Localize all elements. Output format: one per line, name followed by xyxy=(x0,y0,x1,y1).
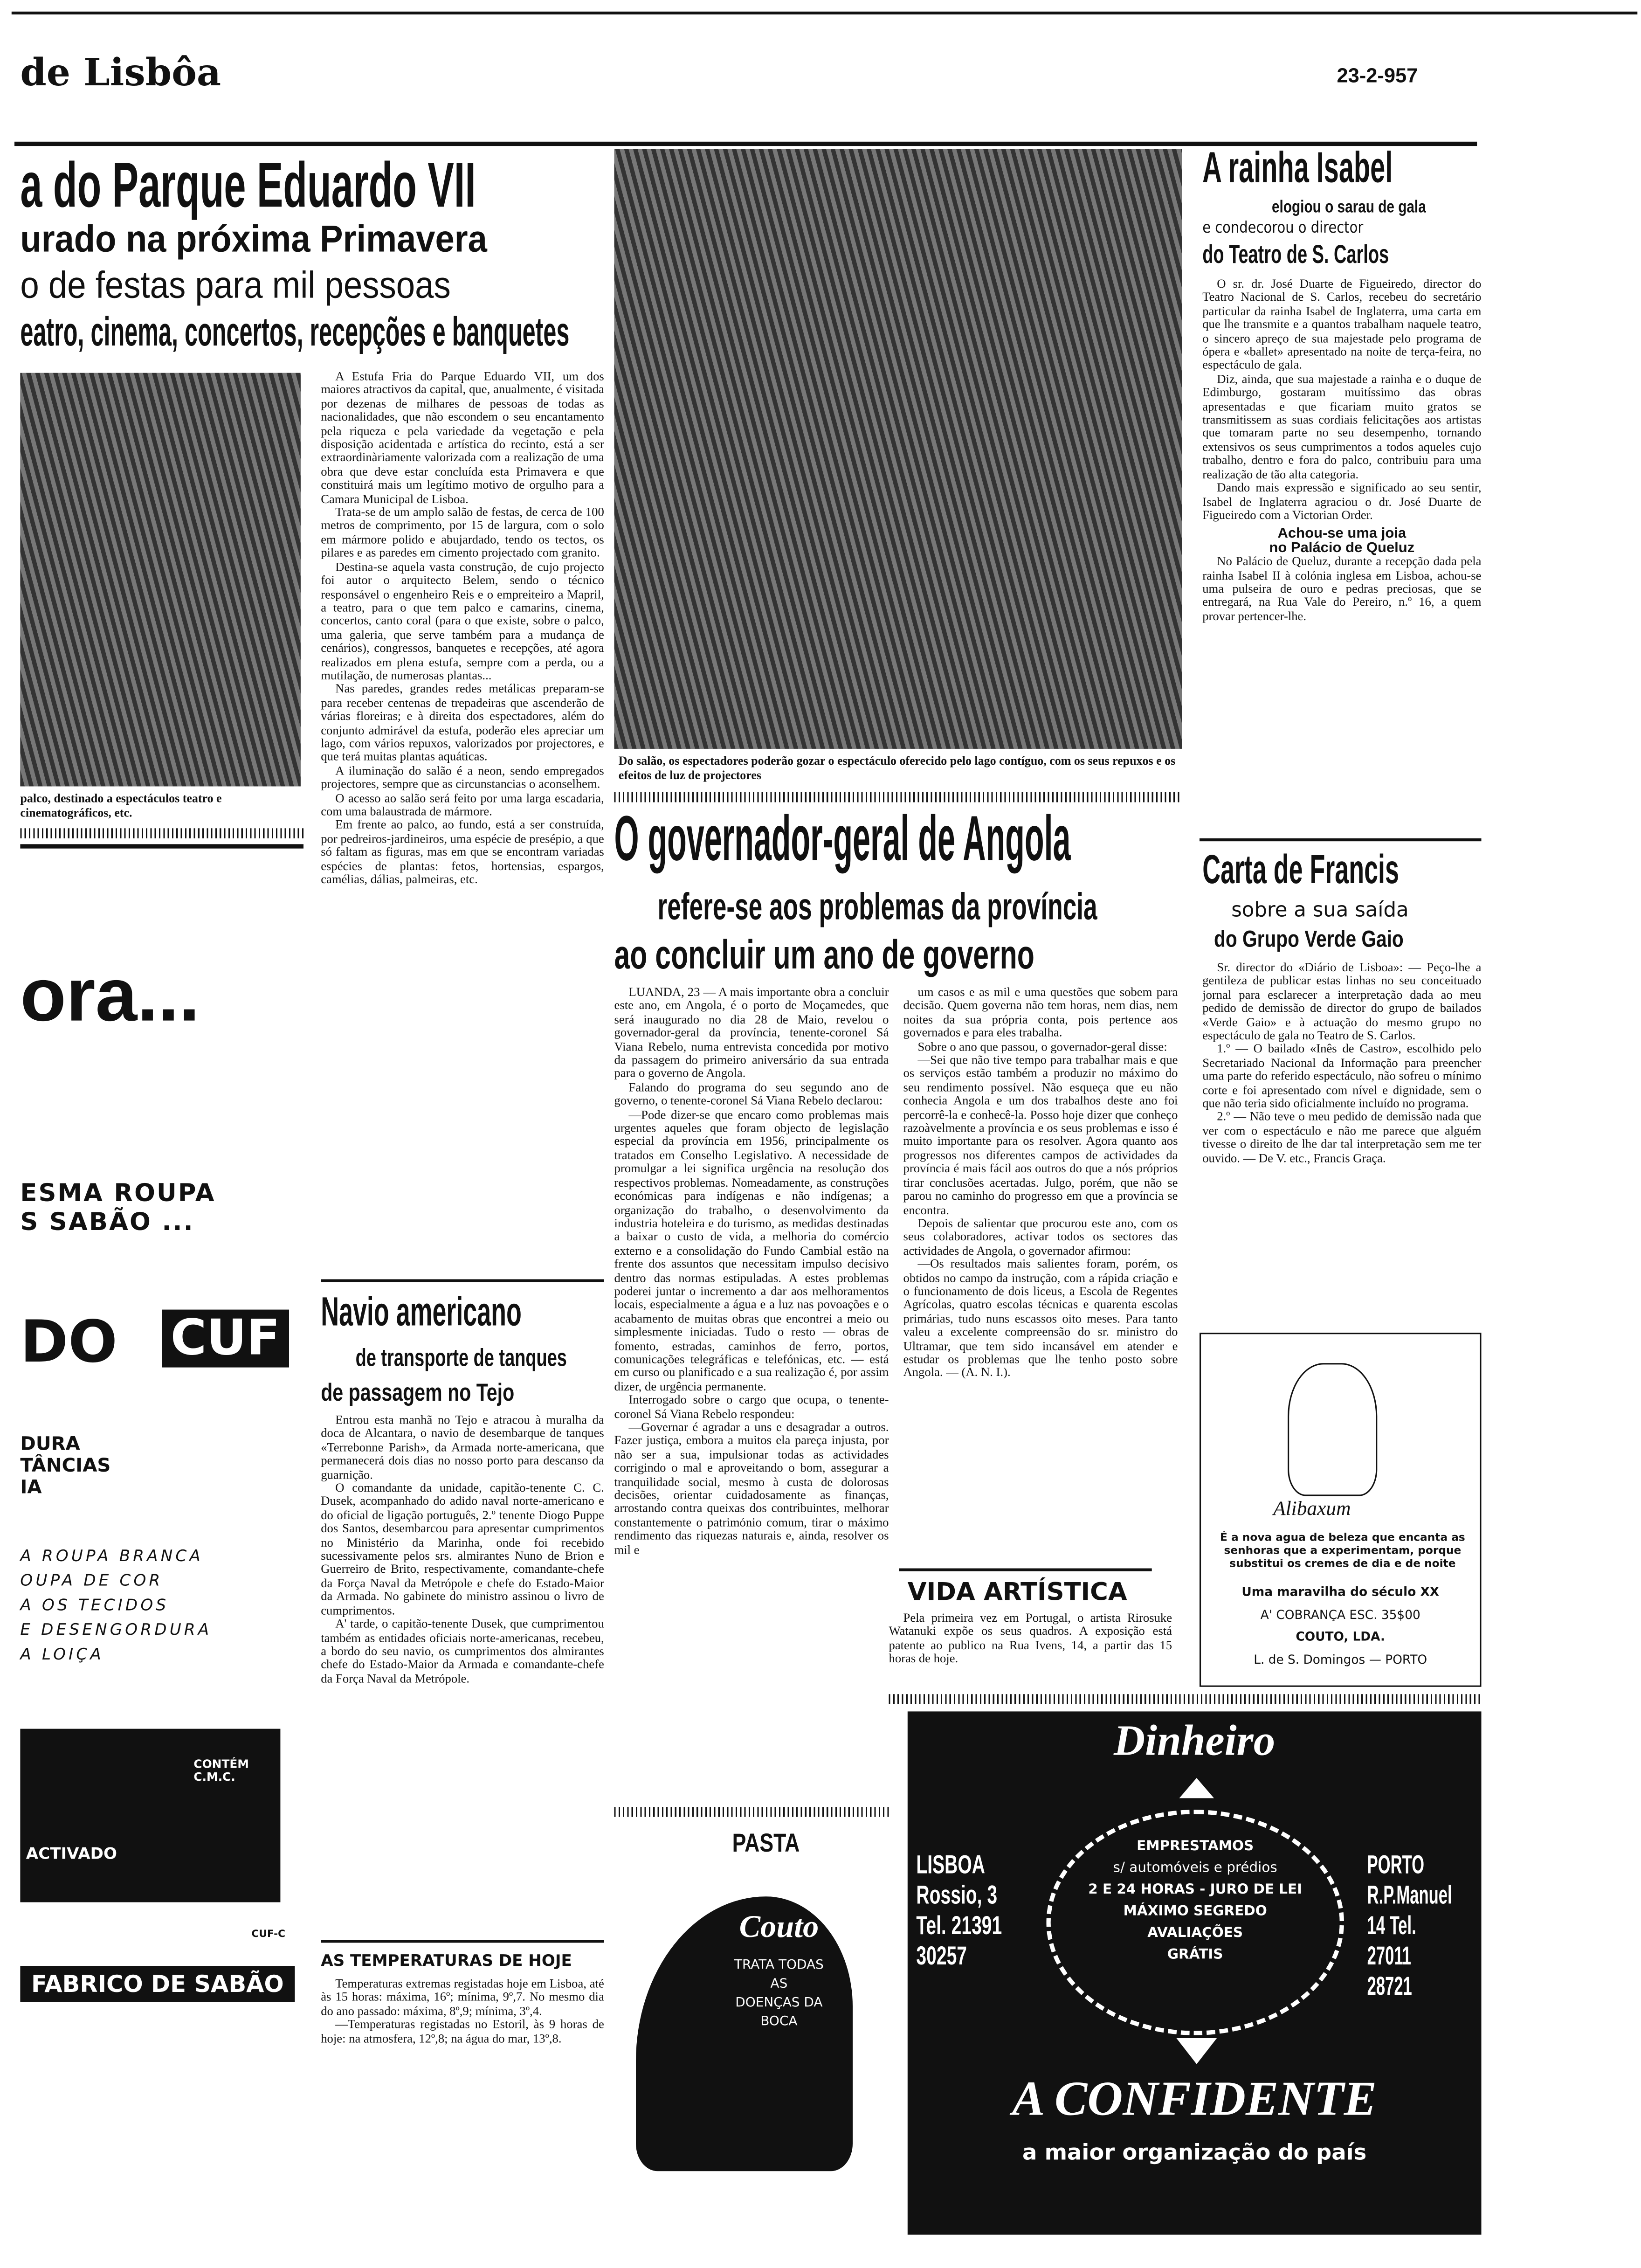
paragraph: um casos e as mil e uma questões que sobem para decisão. Quem governa não tem horas, nem dias, nem noites da sua própria conta, pois pertence aos governados e para eles trabalha. xyxy=(903,984,1178,1040)
pasta-ad-text: TRATA TODAS AS DOENÇAS DA BOCA xyxy=(734,1958,824,2030)
rainha-subhead: elogiou o sarau de gala xyxy=(1272,196,1426,217)
cuf-ad-text: S SABÃO ... xyxy=(20,1208,194,1238)
francis-headline: Carta de Francis xyxy=(1202,847,1399,892)
navio-subhead: de transporte de tanques xyxy=(355,1344,567,1372)
paragraph: LUANDA, 23 — A mais importante obra a concluir este ano, em Angola, é o porto de Moçamedes, que será inaugurado no dia 28 de Maio, revelou o governador-geral da província, tenente-coronel Sá Viana Rebelo, numa entrevista concedida por motivo da passagem do primeiro aniversário da sua entrada para o governo de Angola. xyxy=(614,984,889,1081)
parque-headline-4: eatro, cinema, concertos, recepções e banquetes xyxy=(20,309,570,354)
temperaturas-body xyxy=(321,1978,604,2046)
divider xyxy=(1200,838,1482,841)
confidente-tagline: a maior organização do país xyxy=(1022,2139,1367,2165)
divider xyxy=(321,1940,604,1943)
paragraph: 2.º — Não teve o meu pedido de demissão nada que ver com o espectáculo e não me parece que alguém tivesse o direito de lhe dar tal interpretação sem me ter ouvido. — De V. etc., Francis Graça. xyxy=(1202,1109,1482,1165)
estufa-construction-photo xyxy=(614,149,1182,749)
pasta-ad-brand: Couto xyxy=(739,1908,819,1944)
angola-body-col1 xyxy=(614,986,889,1557)
cuf-soap-ad xyxy=(20,844,303,2029)
paragraph: O comandante da unidade, capitão-tenente C. C. Dusek, acompanhado do adido naval norte-americano e do oficial de ligação português, 2.º tenente Diogo Puppe dos Santos, desembarcou para apresentar cumprimentos no Ministério da Marinha, onde foi recebido sucessivamente pelos srs. almirantes Nuno de Brion e Guerreiro de Brito, respectivamente, comandante-chefe da Força Naval da Metrópole e chefe do Estado-Maior da Armada. No gabinete do ministro assinou o livro de cumprimentos. xyxy=(321,1480,604,1617)
cuf-ad-text: DO xyxy=(20,1309,117,1376)
paragraph: Em frente ao palco, ao fundo, está a ser construída, por pedreiros-jardineiros, uma espécie de presépio, a que só faltam as figuras, mas em que se encontram variadas espécies de plantas: fetos, hortensias, espargos, camélias, dálias, palmeiras, etc. xyxy=(321,817,604,886)
divider xyxy=(899,1569,1152,1571)
paragraph: A' tarde, o capitão-tenente Dusek, que cumprimentou também as entidades oficiais norte-americanas, recebeu, a bordo do seu navio, os cumprimentos dos almirantes chefe do Estado-Maior da Armada e comandante-chefe da Força Naval da Metrópole. xyxy=(321,1616,604,1685)
rainha-body xyxy=(1202,277,1481,623)
cuf-ad-text: ESMA ROUPA xyxy=(20,1179,216,1209)
rainha-subhead: e condecorou o director xyxy=(1202,218,1364,237)
paragraph: Falando do programa do seu segundo ano de governo, o tenente-coronel Sá Viana Rebelo declarou: xyxy=(614,1079,889,1108)
paragraph: A iluminação do salão é a neon, sendo empregados projectores, sempre que as circunstancias o aconselhem. xyxy=(321,763,604,791)
dinheiro-porto-address: PORTO R.P.Manuel 14 Tel. 27011 28721 xyxy=(1367,1850,1452,2001)
alibaxum-brand: Alibaxum xyxy=(1273,1499,1351,1521)
cuf-ad-text: DURA TÂNCIAS IA xyxy=(20,1434,111,1499)
navio-subhead: de passagem no Tejo xyxy=(321,1379,515,1407)
cuf-soap-package: ACTIVADO CONTÉM C.M.C. xyxy=(20,1729,280,1902)
paragraph: Nas paredes, grandes redes metálicas preparam-se para receber centenas de trepadeiras que ascenderão de várias floreiras; e à direita dos espectadores, além do conjunto admirável da estufa, poderão eles apreciar um lago, com vários repuxos, valorizados por projectores, e que terá muitas plantas aquáticas. xyxy=(321,681,604,764)
divider xyxy=(20,828,303,838)
parque-headline-2: urado na próxima Primavera xyxy=(20,217,487,260)
masthead-date: 23-2-957 xyxy=(1337,63,1418,87)
parque-article-body xyxy=(321,370,604,887)
pasta-ad-title: PASTA MEDICINAL xyxy=(708,1828,824,1884)
paragraph: Interrogado sobre o cargo que ocupa, o tenente-coronel Sá Viana Rebelo respondeu: xyxy=(614,1392,889,1421)
vida-artistica-title: VIDA ARTÍSTICA xyxy=(907,1578,1127,1608)
rainha-subhead: do Teatro de S. Carlos xyxy=(1202,240,1389,269)
navio-headline: Navio americano xyxy=(321,1289,522,1335)
divider xyxy=(321,1279,604,1282)
parque-stage-photo xyxy=(20,373,300,787)
paragraph: —Sei que não tive tempo para trabalhar mais e que os serviços estão também a produzir no máximo do seu rendimento possível. Não esqueça que eu não conhecia Angola e um dos trabalhos deste ano foi percorrê-la e conhecê-la. Posso hoje dizer que conheço razoàvelmente a província e os seus problemas e isso é muito importante para os resolver. Agora quanto aos progressos nos diferentes campos de actividades da província é mais fácil aos outros do que a nós próprios tirar conclusões acertadas. Julgo, porém, que não se parou no caminho do progresso em que a província se encontra. xyxy=(903,1052,1178,1217)
paragraph: Sobre o ano que passou, o governador-geral disse: xyxy=(917,1038,1167,1053)
paragraph: A Estufa Fria do Parque Eduardo VII, um dos maiores atractivos da capital, que, anualmente, é visitada por dezenas de milhares de pessoas de todas as nacionalidades, que não escondem o seu encantamento pela riqueza e pela variedade da vegetação e pela disposição acidentada e artística do recinto, está a ser extraordinàriamente valorizada com a realização de uma obra que deve estar concluída esta Primavera e que constituirá mais um legítimo motivo de orgulho para a Camara Municipal de Lisboa. xyxy=(321,368,604,505)
cuf-ad-uses: A ROUPA BRANCA OUPA DE COR A OS TECIDOS E DESENGORDURA A LOIÇA xyxy=(20,1547,212,1664)
pasta-medicinal-ad xyxy=(636,1824,882,2171)
confidente-brand: A CONFIDENTE xyxy=(1012,2073,1377,2127)
paragraph: Trata-se de um amplo salão de festas, de cerca de 100 metros de comprimento, por 15 de largura, com o solo em mármore polido e abujardado, tendo os tectos, os pilares e as paredes em cimento projectado com granito. xyxy=(321,505,604,560)
masthead-name: de Lisbôa xyxy=(20,52,221,96)
temperaturas-title: AS TEMPERATURAS DE HOJE xyxy=(321,1951,572,1971)
paragraph: —Pode dizer-se que encaro como problemas mais urgentes aqueles que foram objecto de legislação especial da província em 1956, principalmente os tratados em Conselho Legislativo. A necessidade de promulgar a lei significa urgência na resolução dos respectivos problemas. Nomeadamente, as construções económicas para indígenas e não indígenas; a organização do trabalho, o desenvolvimento da industria hoteleira e do turismo, as medidas destinadas a baixar o custo de vida, a melhoria do comércio externo e a consolidação do Fundo Cambial estão na frente dos assuntos que necessitam impulso decisivo dentro das normas estipuladas. A estes problemas poderei juntar o incremento a dar aos melhoramentos locais, especialmente a água e a luz nas povoações e o acabamento de muitas obras que encontrei a meio ou simplesmente iniciadas. Tudo o resto — obras de fomento, estradas, caminhos de ferro, portos, comunicações telegráficas e telefónicas, etc. — está em curso ou planificado e a sua realização é, por assim dizer, de urgência permanente. xyxy=(614,1106,889,1393)
rainha-subhead-joia: Achou-se uma joia xyxy=(1277,526,1407,543)
paragraph: O acesso ao salão será feito por uma larga escadaria, com uma balaustrada de mármore. xyxy=(321,790,604,818)
paragraph: Entrou esta manhã no Tejo e atracou à muralha da doca de Alcantara, o navio de desembarque de tanques «Terrebonne Parish», da Armada norte-americana, que permanecerá dois dias no nosso porto para descanso da guarnição. xyxy=(321,1412,604,1481)
estufa-photo-caption: Do salão, os espectadores poderão gozar o espectáculo oferecido pelo lago contíguo, com os seus repuxos e os efeitos de luz de projectores xyxy=(618,754,1176,782)
rainha-subhead-queluz: no Palácio de Queluz xyxy=(1269,540,1415,556)
vida-artistica-text: Pela primeira vez em Portugal, o artista Rirosuke Watanuki expõe os seus quadros. A exposição está patente ao publico na Rua Ivens, 14, a partir das 15 horas de hoje. xyxy=(889,1610,1172,1666)
arrow-up-icon xyxy=(1179,1778,1214,1798)
dinheiro-center-text: EMPRESTAMOS s/ automóveis e prédios 2 E 24 HORAS - JURO DE LEI MÁXIMO SEGREDO AVALIAÇÕES GRÁTIS xyxy=(1088,1839,1303,1963)
divider xyxy=(614,1807,889,1817)
francis-body xyxy=(1202,961,1481,1165)
cuf-ad-footer: FABRICO DE SABÃO xyxy=(20,1966,295,2002)
angola-subhead: refere-se aos problemas da província xyxy=(657,885,1097,928)
arrow-down-icon xyxy=(1176,2038,1217,2064)
francis-subhead: do Grupo Verde Gaio xyxy=(1214,928,1404,953)
woman-illustration-icon xyxy=(1288,1363,1377,1496)
alibaxum-text: É a nova agua de beleza que encanta as senhoras que a experimentam, porque substitui os cremes de dia e de noite xyxy=(1220,1530,1465,1570)
alibaxum-details: Uma maravilha do século XX A' COBRANÇA ESC. 35$00 COUTO, LDA. L. de S. Domingos — PORTO xyxy=(1241,1585,1440,1667)
rainha-headline: A rainha Isabel xyxy=(1202,145,1393,193)
paragraph: Depois de salientar que procurou este ano, com os seus colaboradores, activar todos os sectores das actividades de Angola, o governador afirmou: xyxy=(903,1215,1178,1258)
angola-body-col2 xyxy=(903,986,1178,1380)
paragraph: Destina-se aquela vasta construção, de cujo projecto foi autor o arquitecto Belem, sendo o técnico responsável o engenheiro Reis e o empreiteiro a Mapril, a teatro, para o que tem palco e camarins, cinema, concertos, canto coral (para o que existe, sobre o palco, uma galeria, que serve também para a mudança de cenários), congressos, banquetes e recepções, até agora realizados em plena estufa, sempre com a perda, ou a mutilação, de numerosas plantas... xyxy=(321,559,604,683)
paragraph: Dando mais expressão e significado ao seu sentir, Isabel de Inglaterra agraciou o dr. José Duarte de Figueiredo com a Victorian Order. xyxy=(1202,480,1482,522)
cuf-logo: CUF xyxy=(162,1310,289,1368)
paragraph: Temperaturas extremas registadas hoje em Lisboa, até às 15 horas: máxima, 16º; mínima, 9º,7. No mesmo dia do ano passado: máxima, 8º,9; mínima, 3º,4. xyxy=(321,1976,604,2018)
divider xyxy=(889,1694,1482,1704)
paragraph: —Governar é agradar a uns e desagradar a outros. Fazer justiça, embora a muitos ela pareça injusta, por não ser a sua, impulsionar todas as actividades corrigindo o mal e aproveitando o bom, assegurar a tranquilidade social, mesmo à custa de dolorosas decisões, orientar cuidadosamente as finanças, arrostando contra queixas dos contribuintes, melhorar constantemente o património comum, tirar o máximo rendimento das riquezas naturais e, ainda, resolver os mil e xyxy=(614,1419,889,1556)
dinheiro-title: Dinheiro xyxy=(1113,1717,1276,1765)
angola-subhead: ao concluir um ano de governo xyxy=(614,932,1034,977)
angola-headline: O governador-geral de Angola xyxy=(614,803,1071,875)
alibaxum-ad xyxy=(1200,1333,1482,1687)
parque-headline-3: o de festas para mil pessoas xyxy=(20,263,451,307)
paragraph: —Temperaturas registadas no Estoril, às 9 horas de hoje: na atmosfera, 12º,8; na água do mar, 13º,8. xyxy=(321,2017,604,2045)
paragraph: Sr. director do «Diário de Lisboa»: — Peço-lhe a gentileza de publicar estas linhas no seu conceituado jornal para esclarecer a interpretação dada ao meu pedido de demissão de director do grupo de bailados «Verde Gaio» e à actuação do mesmo grupo no espectáculo de gala no Teatro de S. Carlos. xyxy=(1202,960,1482,1043)
paragraph: O sr. dr. José Duarte de Figueiredo, director do Teatro Nacional de S. Carlos, recebeu do secretário particular da rainha Isabel de Inglaterra, uma carta em que lhe transmite e a quantos trabalham naquele teatro, o sincero apreço de sua majestade pelo programa de ópera e «ballet» apresentado na noite de terça-feira, no espectáculo de gala. xyxy=(1202,276,1482,373)
parque-headline-1: a do Parque Eduardo VII xyxy=(20,150,476,221)
divider xyxy=(614,792,1182,802)
top-border xyxy=(12,12,1637,14)
dinheiro-confidente-ad xyxy=(908,1711,1482,2234)
paragraph: 1.º — O bailado «Inês de Castro», escolhido pelo Secretariado Nacional da Informação para preencher uma parte do referido espectáculo, não sofreu o mínimo corte e foi apresentado com nível e dignidade, sem o que não teria sido oficialmente incluído no programa. xyxy=(1202,1041,1482,1110)
paragraph: —Os resultados mais salientes foram, porém, os obtidos no campo da instrução, com a rápida criação e o funcionamento de dois liceus, a Escola de Regentes Agrícolas, quatro escolas técnicas e quarenta escolas primárias, tudo nuns escassos oito meses. Para tanto valeu a excelente compreensão do sr. ministro do Ultramar, que tem sido incansável em atender e estudar os problemas que lhe tenho posto sobre Angola. — (A. N. I.). xyxy=(903,1256,1178,1380)
dinheiro-lisboa-address: LISBOA Rossio, 3 Tel. 21391 30257 xyxy=(916,1850,1002,1971)
parque-caption: palco, destinado a espectáculos teatro e cinematográficos, etc. xyxy=(20,792,222,820)
cuf-ad-slogan: ora... xyxy=(20,954,200,1038)
paragraph: No Palácio de Queluz, durante a recepção dada pela rainha Isabel II à colónia inglesa em Lisboa, achou-se uma pulseira de ouro e pedras preciosas, que se entregará, na Rua Vale do Pereiro, n.º 16, a quem provar pertencer-lhe. xyxy=(1202,553,1482,623)
paragraph: Diz, ainda, que sua majestade a rainha e o duque de Edimburgo, gostaram muitíssimo das obras apresentadas e que ficariam muito gratos se transmitissem as suas cordiais felicitações aos artistas que tomaram parte no seu desempenho, tornando extensivos os seus cumprimentos a todos aqueles cujo trabalho, dentro e fora do palco, contribuiu para uma realização de tão alta categoria. xyxy=(1202,371,1482,481)
cuf-ad-mark: CUF-C xyxy=(251,1928,286,1940)
francis-subhead: sobre a sua saída xyxy=(1231,899,1409,922)
navio-article-body xyxy=(321,1414,604,1686)
